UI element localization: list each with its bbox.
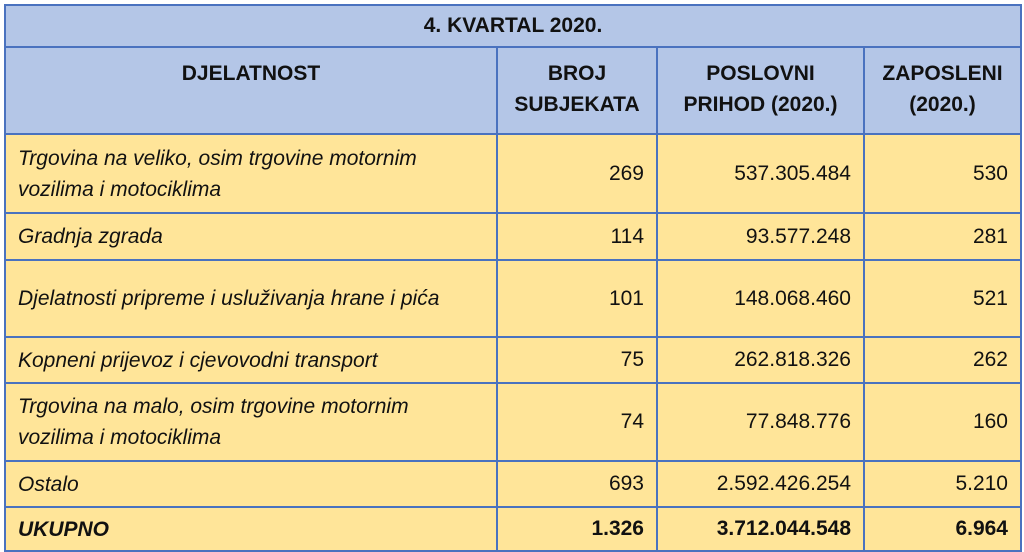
total-revenue: 3.712.044.548 (657, 507, 864, 551)
row-name: Gradnja zgrada (5, 213, 497, 260)
table-row (5, 461, 1021, 507)
row-revenue: 148.068.460 (657, 260, 864, 337)
row-count: 101 (497, 260, 657, 337)
row-employees: 262 (864, 337, 1021, 383)
row-employees: 160 (864, 383, 1021, 461)
row-revenue: 262.818.326 (657, 337, 864, 383)
header-poslovni-prihod: POSLOVNI PRIHOD (2020.) (657, 47, 864, 134)
table-row (5, 337, 1021, 383)
row-name: Djelatnosti pripreme i usluživanja hrane i pića (5, 260, 497, 337)
row-employees: 521 (864, 260, 1021, 337)
row-count: 114 (497, 213, 657, 260)
row-revenue: 93.577.248 (657, 213, 864, 260)
row-employees: 5.210 (864, 461, 1021, 507)
table-row (5, 213, 1021, 260)
row-revenue: 537.305.484 (657, 134, 864, 213)
total-employees: 6.964 (864, 507, 1021, 551)
row-name: Kopneni prijevoz i cjevovodni transport (5, 337, 497, 383)
table-row (5, 383, 1021, 461)
row-name: Trgovina na malo, osim trgovine motornim vozilima i motociklima (5, 383, 497, 461)
row-revenue: 2.592.426.254 (657, 461, 864, 507)
activity-table (4, 4, 1022, 552)
total-count: 1.326 (497, 507, 657, 551)
row-count: 74 (497, 383, 657, 461)
table-row (5, 260, 1021, 337)
row-name: Trgovina na veliko, osim trgovine motornim vozilima i motociklima (5, 134, 497, 213)
row-count: 75 (497, 337, 657, 383)
total-row (5, 507, 1021, 551)
header-djelatnost: DJELATNOST (5, 47, 497, 134)
table-title: 4. KVARTAL 2020. (5, 5, 1021, 47)
row-employees: 281 (864, 213, 1021, 260)
header-broj-subjekata: BROJ SUBJEKATA (497, 47, 657, 134)
total-name: UKUPNO (5, 507, 497, 551)
row-count: 693 (497, 461, 657, 507)
row-revenue: 77.848.776 (657, 383, 864, 461)
row-employees: 530 (864, 134, 1021, 213)
header-zaposleni: ZAPOSLENI (2020.) (864, 47, 1021, 134)
table-row (5, 134, 1021, 213)
row-name: Ostalo (5, 461, 497, 507)
row-count: 269 (497, 134, 657, 213)
